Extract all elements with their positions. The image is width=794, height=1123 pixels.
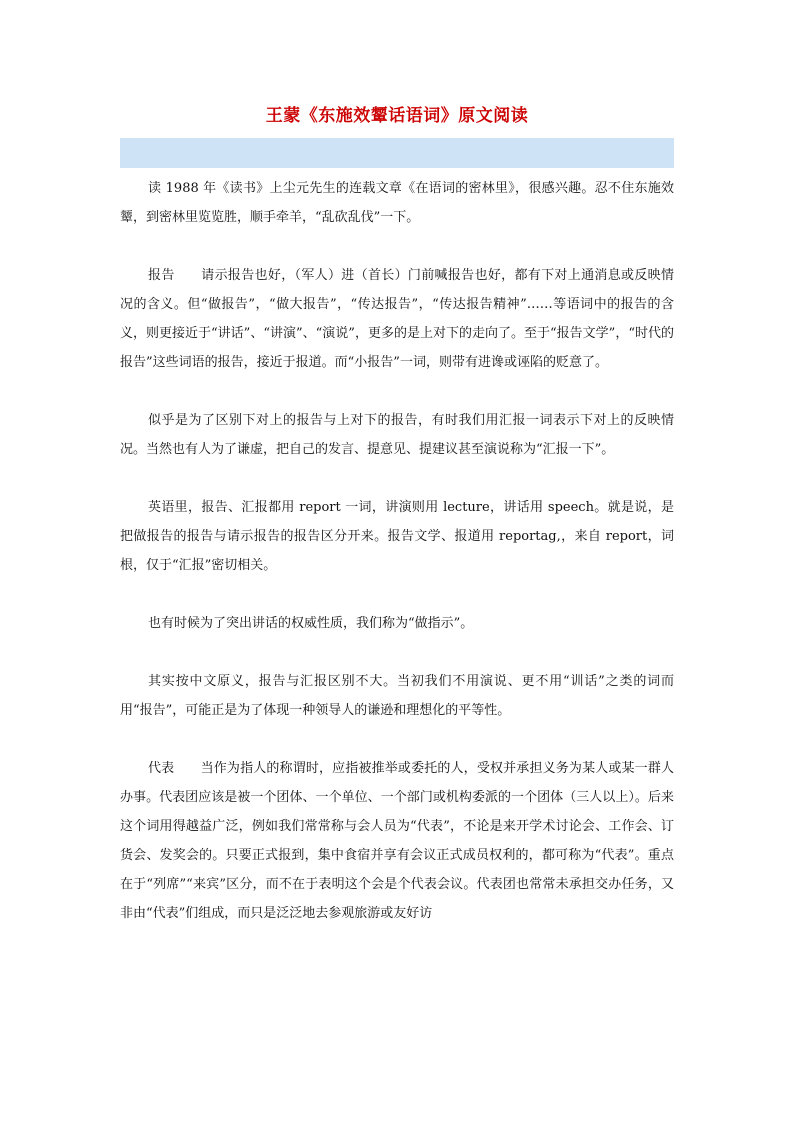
paragraph-english: 英语里，报告、汇报都用 report 一词，讲演则用 lecture，讲话用 speech。就是说，是把做报告的报告与请示报告的报告区分开来。报告文学、报道用 reportag,，来自 report，词根，仅于“汇报”密切相关。 xyxy=(120,500,674,573)
document-page xyxy=(120,100,674,928)
paragraph-zhishi: 也有时候为了突出讲话的权威性质，我们称为“做指示”。 xyxy=(148,616,474,631)
title-banner xyxy=(120,138,674,168)
paragraph-original-meaning: 其实按中文原义，报告与汇报区别不大。当初我们不用演说、更不用“训话”之类的词而用“报告”，可能正是为了体现一种领导人的谦逊和理想化的平等性。 xyxy=(120,674,674,718)
document-title: 王蒙《东施效颦话语词》原文阅读 xyxy=(265,106,529,126)
paragraph-huibao: 似乎是为了区别下对上的报告与上对下的报告，有时我们用汇报一词表示下对上的反映情况。当然也有人为了谦虚，把自己的发言、提意见、提建议甚至演说称为“汇报一下”。 xyxy=(120,413,674,457)
paragraph-daibiao: 代表 当作为指人的称谓时，应指被推举或委托的人，受权并承担义务为某人或某一群人办事。代表团应该是被一个团体、一个单位、一个部门或机构委派的一个团体（三人以上）。后来这个词用得越益广泛，例如我们常常称与会人员为“代表”，不论是来开学术讨论会、工作会、订货会、发奖会的。只要正式报到，集中食宿并享有会议正式成员权利的，都可称为“代表”。重点在于“列席”“来宾”区分，而不在于表明这个会是个代表会议。代表团也常常未承担交办任务，又非由“代表”们组成，而只是泛泛地去参观旅游或友好访 xyxy=(120,761,674,921)
paragraph-report: 报告 请示报告也好，（军人）进（首长）门前喊报告也好，都有下对上通消息或反映情况的含义。但“做报告”，“做大报告”，“传达报告”，“传达报告精神”……等语词中的报告的含义，则更接近于“讲话”、“讲演”、“演说”，更多的是上对下的走向了。至于“报告文学”，“时代的报告”这些词语的报告，接近于报道。而“小报告”一词，则带有进谗或诬陷的贬意了。 xyxy=(120,268,674,370)
paragraph-intro: 读 1988 年《读书》上尘元先生的连载文章《在语词的密林里》，很感兴趣。忍不住东施效颦，到密林里览览胜，顺手牵羊，“乱砍乱伐”一下。 xyxy=(120,181,674,225)
